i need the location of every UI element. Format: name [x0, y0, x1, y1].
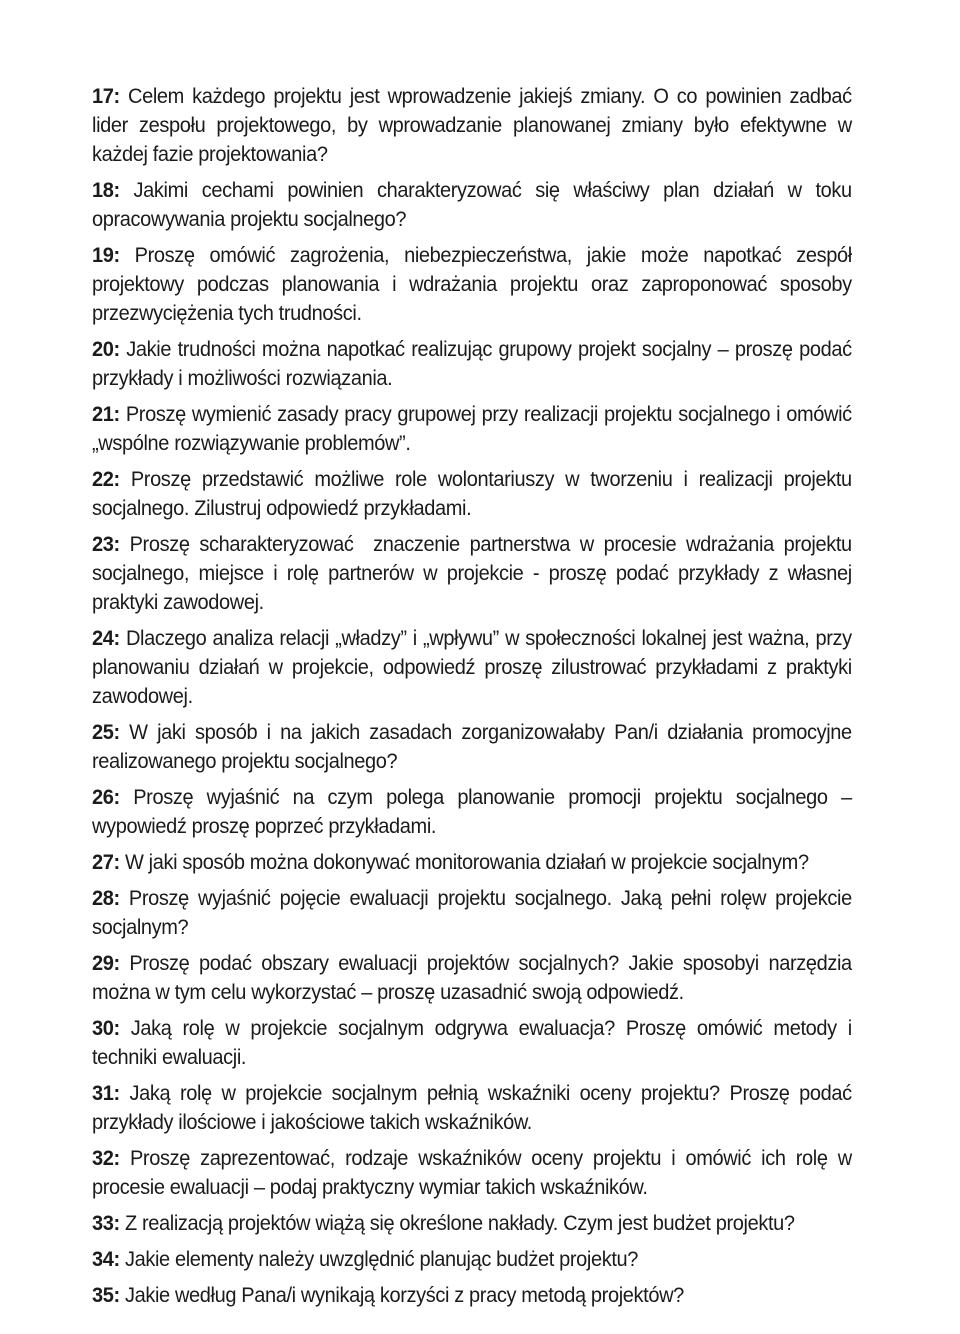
question-item	[92, 465, 857, 523]
question-number: 28:	[92, 886, 120, 910]
question-item	[92, 783, 858, 841]
question-number: 30:	[92, 1016, 120, 1040]
question-text: Proszę wyjaśnić pojęcie ewaluacji projektu socjalnego. Jaką pełni rolęw projekcie socjalnym?	[92, 886, 858, 939]
question-number: 25:	[92, 720, 120, 744]
question-text: Proszę przedstawić możliwe role wolontariuszy w tworzeniu i realizacji projektu socjalnego. Zilustruj odpowiedź przykładami.	[92, 467, 857, 520]
question-item	[92, 848, 852, 877]
question-list	[92, 82, 858, 1310]
question-text: Proszę wyjaśnić na czym polega planowanie promocji projektu socjalnego – wypowiedź proszę poprzeć przykładami.	[92, 785, 858, 838]
question-text: Z realizacją projektów wiążą się określone nakłady. Czym jest budżet projektu?	[124, 1211, 795, 1235]
question-text: Jaką rolę w projekcie socjalnym pełnią wskaźniki oceny projektu? Proszę podać przykłady ilościowe i jakościowe takich wskaźników.	[92, 1081, 857, 1134]
question-number: 33:	[92, 1211, 120, 1235]
question-item	[92, 530, 857, 617]
question-text: Proszę scharakteryzować znaczenie partnerstwa w procesie wdrażania projektu socjalnego, miejsce i rolę partnerów w projekcie - proszę podać przykłady z własnej praktyki zawodowej.	[92, 532, 857, 614]
question-item	[92, 1209, 852, 1238]
question-text: Celem każdego projektu jest wprowadzenie jakiejś zmiany. O co powinien zadbać lider zespołu projektowego, by wprowadzanie planowanej zmiany było efektywne w każdej fazie projektowania?	[92, 84, 857, 166]
question-item	[92, 884, 858, 942]
question-text: Jakie według Pana/i wynikają korzyści z pracy metodą projektów?	[124, 1283, 684, 1307]
question-number: 29:	[92, 951, 120, 975]
question-text: Proszę omówić zagrożenia, niebezpieczeństwa, jakie może napotkać zespół projektowy podczas planowania i wdrażania projektu oraz zaproponować sposoby przezwyciężenia tych trudności.	[92, 243, 858, 325]
question-number: 17:	[92, 84, 120, 108]
question-item	[92, 1014, 857, 1072]
question-number: 21:	[92, 402, 120, 426]
question-number: 34:	[92, 1247, 120, 1271]
question-item	[92, 1281, 852, 1310]
question-text: Dlaczego analiza relacji „władzy” i „wpływu” w społeczności lokalnej jest ważna, przy planowaniu działań w projekcie, odpowiedź proszę zilustrować przykładami z praktyki zawodowej.	[92, 626, 857, 708]
question-number: 32:	[92, 1146, 120, 1170]
question-number: 19:	[92, 243, 120, 267]
question-item	[92, 176, 857, 234]
question-item	[92, 1079, 857, 1137]
question-item	[92, 335, 857, 393]
question-item	[92, 241, 858, 328]
question-text: W jaki sposób i na jakich zasadach zorganizowałaby Pan/i działania promocyjne realizowanego projektu socjalnego?	[92, 720, 857, 773]
question-text: Jakie trudności można napotkać realizując grupowy projekt socjalny – proszę podać przykłady i możliwości rozwiązania.	[92, 337, 857, 390]
question-number: 26:	[92, 785, 120, 809]
question-text: W jaki sposób można dokonywać monitorowania działań w projekcie socjalnym?	[124, 850, 809, 874]
question-item	[92, 949, 857, 1007]
question-text: Jakimi cechami powinien charakteryzować się właściwy plan działań w toku opracowywania projektu socjalnego?	[92, 178, 857, 231]
question-number: 20:	[92, 337, 120, 361]
question-item	[92, 718, 857, 776]
question-item	[92, 400, 857, 458]
question-number: 35:	[92, 1283, 120, 1307]
question-item	[92, 1245, 852, 1274]
question-number: 27:	[92, 850, 120, 874]
question-number: 18:	[92, 178, 120, 202]
question-number: 24:	[92, 626, 120, 650]
question-text: Proszę wymienić zasady pracy grupowej przy realizacji projektu socjalnego i omówić „wspólne rozwiązywanie problemów”.	[92, 402, 857, 455]
question-item	[92, 1144, 858, 1202]
question-item	[92, 624, 857, 711]
question-number: 31:	[92, 1081, 120, 1105]
question-text: Proszę zaprezentować, rodzaje wskaźników oceny projektu i omówić ich rolę w procesie ewaluacji – podaj praktyczny wymiar takich wskaźników.	[92, 1146, 858, 1199]
question-item	[92, 82, 857, 169]
question-text: Jaką rolę w projekcie socjalnym odgrywa ewaluacja? Proszę omówić metody i techniki ewaluacji.	[92, 1016, 857, 1069]
question-text: Proszę podać obszary ewaluacji projektów socjalnych? Jakie sposobyi narzędzia można w tym celu wykorzystać – proszę uzasadnić swoją odpowiedź.	[92, 951, 857, 1004]
question-text: Jakie elementy należy uwzględnić planując budżet projektu?	[124, 1247, 639, 1271]
question-number: 22:	[92, 467, 120, 491]
question-number: 23:	[92, 532, 120, 556]
